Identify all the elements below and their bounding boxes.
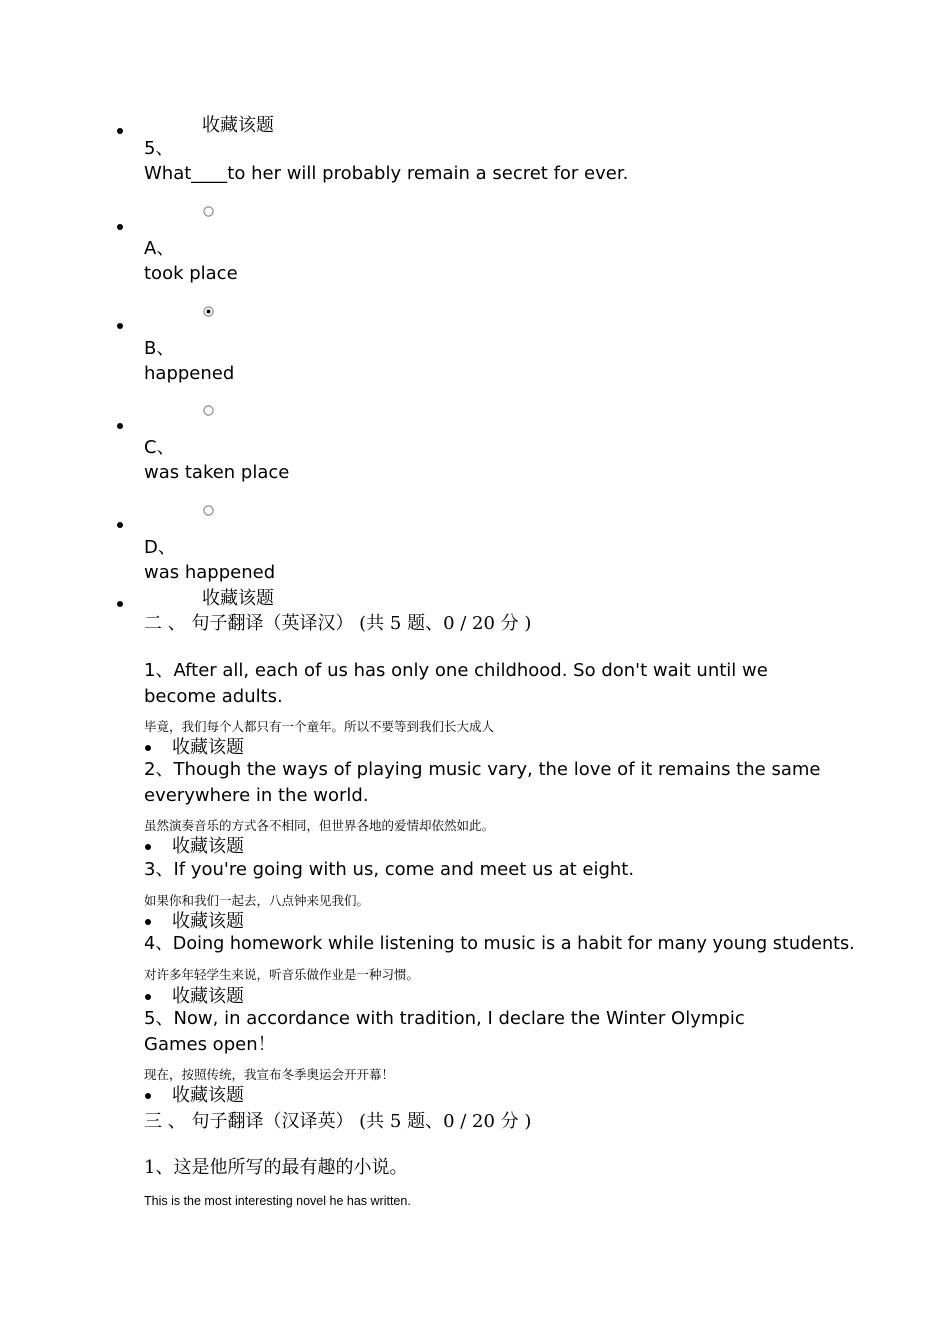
- favorite-link[interactable]: 收藏该题: [202, 588, 274, 609]
- favorite-link[interactable]: 收藏该题: [172, 1085, 244, 1106]
- option-text: was happened: [144, 562, 276, 583]
- list-bullet: [117, 224, 123, 230]
- list-bullet: [117, 423, 123, 429]
- favorite-link[interactable]: 收藏该题: [172, 986, 244, 1007]
- question-stem: What____to her will probably remain a secret for ever.: [144, 163, 629, 184]
- list-bullet: [145, 994, 151, 1000]
- list-bullet: [117, 601, 123, 607]
- favorite-link[interactable]: 收藏该题: [202, 115, 274, 136]
- translation-answer: 现在，按照传统，我宣布冬季奥运会开开幕！: [144, 1067, 395, 1082]
- favorite-link[interactable]: 收藏该题: [172, 737, 244, 758]
- list-bullet: [145, 745, 151, 751]
- translation-answer: 对许多年轻学生来说，听音乐做作业是一种习惯。: [144, 967, 420, 982]
- option-text: was taken place: [144, 462, 290, 483]
- list-bullet: [117, 323, 123, 329]
- question-number: 5、: [144, 138, 174, 159]
- translation-question: 4、Doing homework while listening to music is a habit for many young students.: [144, 934, 855, 954]
- translation-question: 3、If you're going with us, come and meet us at eight.: [144, 859, 635, 880]
- option-letter: D、: [144, 537, 176, 558]
- option-letter: B、: [144, 338, 175, 359]
- translation-answer: 虽然演奏音乐的方式各不相同，但世界各地的爱情却依然如此。: [144, 818, 495, 833]
- list-bullet: [145, 1093, 151, 1099]
- option-text: happened: [144, 363, 235, 384]
- translation-question: 5、Now, in accordance with tradition, I declare the Winter Olympic Games open！: [144, 1008, 745, 1055]
- favorite-link[interactable]: 收藏该题: [172, 836, 244, 857]
- translation-answer: 如果你和我们一起去，八点钟来见我们。: [144, 893, 370, 908]
- translation-question: 2、Though the ways of playing music vary, the love of it remains the same everywhere in the world.: [144, 759, 821, 806]
- list-bullet: [117, 128, 123, 134]
- translation-question: 1、这是他所写的最有趣的小说。: [144, 1157, 408, 1178]
- option-letter: A、: [144, 238, 175, 259]
- translation-answer: 毕竟，我们每个人都只有一个童年。所以不要等到我们长大成人: [144, 719, 495, 734]
- section-header: 二 、 句子翻译（英译汉） (共 5 题、0 / 20 分 ): [144, 613, 532, 634]
- option-text: took place: [144, 263, 238, 284]
- list-bullet: [117, 522, 123, 528]
- radio-option-c[interactable]: [203, 405, 214, 416]
- radio-option-b[interactable]: [203, 306, 214, 317]
- list-bullet: [145, 844, 151, 850]
- translation-answer: This is the most interesting novel he has written.: [144, 1194, 411, 1208]
- radio-option-d[interactable]: [203, 505, 214, 516]
- favorite-link[interactable]: 收藏该题: [172, 911, 244, 932]
- radio-option-a[interactable]: [203, 206, 214, 217]
- list-bullet: [145, 919, 151, 925]
- section-header: 三 、 句子翻译（汉译英） (共 5 题、0 / 20 分 ): [144, 1111, 532, 1132]
- translation-question: 1、After all, each of us has only one childhood. So don't wait until we become adults.: [144, 660, 768, 707]
- option-letter: C、: [144, 437, 175, 458]
